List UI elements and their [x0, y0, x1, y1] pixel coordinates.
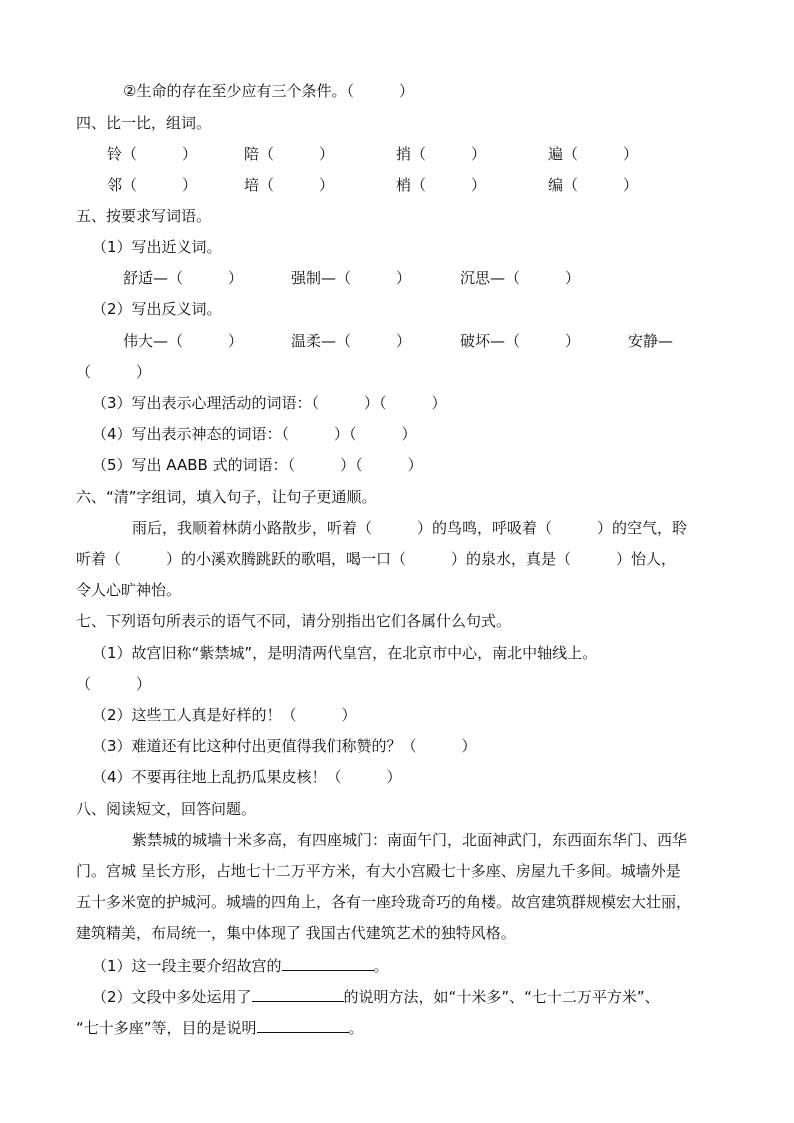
- paragraph-line: 五十多米宽的护城河。城墙的四角上，各有一座玲珑奇巧的角楼。故宫建筑群规模宏大壮丽，: [76, 893, 692, 911]
- question-line: [92, 956, 389, 975]
- word-item: 捎（ ）: [396, 145, 487, 163]
- word-item: 伟大—（ ）: [123, 332, 244, 350]
- section-heading: 五、按要求写词语。: [76, 207, 212, 225]
- paragraph-line: 令人心旷神怡。: [76, 581, 182, 599]
- paragraph-line: 门。宫城 呈长方形，占地七十二万平方米，有大小宫殿七十多座、房屋九千多间。城墙外是: [76, 862, 681, 880]
- word-item: 铃（ ）: [107, 145, 198, 163]
- word-item: 舒适—（ ）: [123, 269, 244, 287]
- text-line: （3）写出表示心理活动的词语：（ ）（ ）: [92, 394, 447, 412]
- word-item: 陪（ ）: [244, 145, 335, 163]
- answer-blank[interactable]: [252, 987, 344, 1002]
- question-text: 。: [348, 1019, 364, 1037]
- text-line: （2）写出反义词。: [92, 300, 222, 318]
- text-line: （4）写出表示神态的词语：（ ）（ ）: [92, 425, 417, 443]
- question-text: 的说明方法，如“十米多”、“七十二万平方米”、: [343, 988, 660, 1006]
- text-line: （4）不要再往地上乱扔瓜果皮核！（ ）: [92, 768, 402, 786]
- word-item: 梢（ ）: [396, 176, 487, 194]
- text-line: （1）写出近义词。: [92, 238, 222, 256]
- question-text: “七十多座”等，目的是说明: [76, 1019, 257, 1037]
- section-heading: 四、比一比，组词。: [76, 114, 212, 132]
- text-line: ②生命的存在至少应有三个条件。（ ）: [123, 82, 414, 100]
- word-item: 强制—（ ）: [291, 269, 412, 287]
- word-item: 安静—: [628, 332, 674, 350]
- question-line: [92, 987, 660, 1006]
- text-line: （3）难道还有比这种付出更值得我们称赞的？（ ）: [92, 737, 477, 755]
- section-heading: 八、阅读短文，回答问题。: [76, 800, 257, 818]
- word-item: 邻（ ）: [107, 176, 198, 194]
- word-item: 编（ ）: [548, 176, 639, 194]
- word-item: 破坏—（ ）: [460, 332, 581, 350]
- question-text: （1）这一段主要介绍故宫的: [92, 957, 282, 975]
- question-text: （2）文段中多处运用了: [92, 988, 252, 1006]
- text-line: （ ）: [76, 363, 152, 381]
- answer-blank[interactable]: [282, 956, 374, 971]
- paragraph-line: 紫禁城的城墙十米多高，有四座城门：南面午门，北面神武门，东西面东华门、西华: [132, 831, 688, 849]
- text-line: （5）写出 AABB 式的词语：（ ）（ ）: [92, 456, 423, 474]
- word-item: 培（ ）: [244, 176, 335, 194]
- paragraph-line: 建筑精美，布局统一，集中体现了 我国古代建筑艺术的独特风格。: [76, 924, 516, 942]
- text-line: （1）故宫旧称“紫禁城”，是明清两代皇宫，在北京市中心，南北中轴线上。: [92, 644, 598, 662]
- section-heading: 七、下列语句所表示的语气不同，请分别指出它们各属什么句式。: [76, 612, 512, 630]
- word-item: 温柔—（ ）: [291, 332, 412, 350]
- paragraph-line: 听着（ ）的小溪欢腾跳跃的歌唱，喝一口（ ）的泉水，真是（ ）怡人，: [76, 550, 677, 568]
- paragraph-line: 雨后，我顺着林荫小路散步，听着（ ）的鸟鸣，呼吸着（ ）的空气，聆: [132, 519, 688, 537]
- word-item: 沉思—（ ）: [460, 269, 581, 287]
- word-item: 遍（ ）: [548, 145, 639, 163]
- question-line: [76, 1018, 364, 1037]
- text-line: （2）这些工人真是好样的！（ ）: [92, 706, 357, 724]
- answer-blank[interactable]: [257, 1018, 349, 1033]
- question-text: 。: [373, 957, 389, 975]
- section-heading: 六、“清”字组词，填入句子，让句子更通顺。: [76, 488, 377, 506]
- text-line: （ ）: [76, 675, 152, 693]
